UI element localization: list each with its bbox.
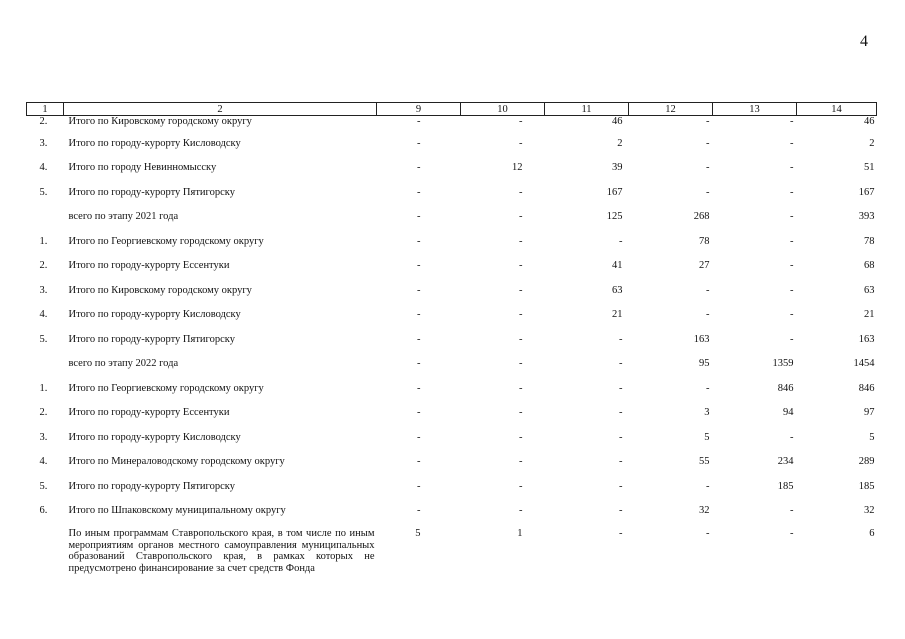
row-label: Итого по городу-курорту Пятигорску [68,333,235,345]
value-cell: - [790,186,794,198]
value-cell: 32 [699,505,710,517]
value-cell: 21 [864,309,875,321]
table-row [27,180,877,205]
value-cell: - [790,333,794,345]
value-cell: - [706,186,710,198]
table-row [27,229,877,254]
row-number [27,523,64,576]
value-cell: 167 [606,186,623,198]
value-cell: 185 [777,480,794,492]
row-label: Итого по городу-курорту Кисловодску [68,431,241,443]
value-cell: - [417,358,421,370]
value-cell: 6 [869,528,875,539]
value-cell: 163 [693,333,710,345]
row-number: 2. [39,260,48,272]
row-number: 3. [39,431,48,443]
value-cell: - [417,284,421,296]
value-cell: - [519,505,523,517]
value-cell: 185 [858,480,875,492]
value-cell: 32 [864,505,875,517]
value-cell: - [619,505,623,517]
value-cell: - [519,116,523,127]
value-cell: - [417,235,421,247]
value-cell: 97 [864,407,875,419]
row-number: 3. [39,284,48,296]
table-row [27,156,877,181]
value-cell: 1454 [853,358,875,370]
value-cell: 3 [704,407,710,419]
row-number: 4. [39,309,48,321]
table-row [27,278,877,303]
value-cell: 12 [512,162,523,174]
value-cell: - [417,333,421,345]
page-number: 4 [860,33,868,50]
table-row [27,116,877,132]
table-row [27,499,877,524]
value-cell: 78 [864,235,875,247]
table-row [27,425,877,450]
value-cell: 5 [415,528,421,539]
value-cell: 68 [864,260,875,272]
row-number: 5. [39,480,48,492]
value-cell: - [417,211,421,223]
value-cell: 63 [864,284,875,296]
value-cell: - [519,186,523,198]
value-cell: - [790,528,794,539]
value-cell: - [790,431,794,443]
value-cell: 94 [783,407,794,419]
value-cell: - [790,309,794,321]
header-cell: 10 [461,103,545,116]
value-cell: - [417,382,421,394]
value-cell: 2 [617,137,623,149]
value-cell: - [519,456,523,468]
value-cell: 846 [777,382,794,394]
value-cell: - [790,260,794,272]
value-cell: 234 [777,456,794,468]
row-label: Итого по Шпаковскому муниципальному округу [68,505,286,517]
value-cell: - [519,284,523,296]
table-row [27,205,877,230]
value-cell: 78 [699,235,710,247]
value-cell: - [706,284,710,296]
table-row [27,401,877,426]
value-cell: 41 [612,260,623,272]
value-cell: 5 [869,431,875,443]
value-cell: - [417,186,421,198]
value-cell: - [417,309,421,321]
row-label: Итого по городу-курорту Ессентуки [68,407,230,419]
row-label: Итого по городу-курорту Пятигорску [68,186,235,198]
value-cell: 5 [704,431,710,443]
value-cell: - [706,382,710,394]
table-row [27,450,877,475]
row-label: всего по этапу 2021 года [68,211,179,223]
value-cell: - [790,284,794,296]
value-cell: 289 [858,456,875,468]
row-label: Итого по городу-курорту Пятигорску [68,480,235,492]
table-row [27,376,877,401]
value-cell: - [619,382,623,394]
value-cell: 55 [699,456,710,468]
row-number: 1. [39,235,48,247]
value-cell: 39 [612,162,623,174]
row-number [27,205,64,230]
value-cell: - [790,116,794,127]
value-cell: - [417,505,421,517]
value-cell: - [519,407,523,419]
header-cell: 11 [545,103,629,116]
value-cell: - [417,260,421,272]
row-number: 1. [39,382,48,394]
row-number: 5. [39,186,48,198]
row-label: Итого по Минераловодскому городскому округу [68,456,285,468]
header-row [27,103,877,116]
table-row [27,523,877,576]
row-label: всего по этапу 2022 года [68,358,179,370]
value-cell: 21 [612,309,623,321]
value-cell: 46 [612,116,623,127]
value-cell: - [790,505,794,517]
row-label: По иным программам Ставропольского края, в том числе по иным мероприятиям органов местного самоуправления муниципальных образований Ставропольского края, в рамках которых не предусмотрено финансирование за счет средств Фонда [68,528,375,574]
value-cell: - [619,407,623,419]
row-number: 3. [39,137,48,149]
value-cell: 393 [858,211,875,223]
header-cell: 1 [27,103,64,116]
row-label: Итого по Георгиевскому городскому округу [68,235,264,247]
value-cell: 163 [858,333,875,345]
header-cell: 13 [713,103,797,116]
value-cell: - [417,137,421,149]
value-cell: 2 [869,137,875,149]
value-cell: - [519,382,523,394]
value-cell: 846 [858,382,875,394]
value-cell: - [519,211,523,223]
value-cell: 95 [699,358,710,370]
row-number: 4. [39,456,48,468]
value-cell: - [619,456,623,468]
table-row [27,254,877,279]
table-row [27,327,877,352]
value-cell: - [417,407,421,419]
value-cell: - [706,309,710,321]
value-cell: 268 [693,211,710,223]
row-label: Итого по Кировскому городскому округу [68,284,252,296]
value-cell: - [519,260,523,272]
row-label: Итого по городу-курорту Ессентуки [68,260,230,272]
row-label: Итого по городу Невинномысску [68,162,217,174]
value-cell: - [706,116,710,127]
value-cell: - [619,235,623,247]
value-cell: - [417,456,421,468]
value-cell: - [790,162,794,174]
row-label: Итого по Кировскому городскому округу [68,116,252,127]
value-cell: - [790,137,794,149]
value-cell: - [519,358,523,370]
header-cell: 2 [64,103,377,116]
value-cell: 167 [858,186,875,198]
value-cell: - [519,431,523,443]
finance-table [26,102,877,576]
row-label: Итого по Георгиевскому городскому округу [68,382,264,394]
value-cell: - [519,137,523,149]
row-number: 2. [39,407,48,419]
value-cell: - [706,480,710,492]
value-cell: 46 [864,116,875,127]
table-row [27,352,877,377]
value-cell: - [619,358,623,370]
value-cell: 1 [517,528,523,539]
row-number: 6. [39,505,48,517]
value-cell: - [417,116,421,127]
value-cell: - [619,333,623,345]
value-cell: - [706,162,710,174]
header-cell: 12 [629,103,713,116]
value-cell: 63 [612,284,623,296]
row-label: Итого по городу-курорту Кисловодску [68,137,241,149]
header-cell: 14 [797,103,877,116]
value-cell: - [619,431,623,443]
value-cell: - [519,333,523,345]
value-cell: - [519,235,523,247]
table-row [27,474,877,499]
table-row [27,131,877,156]
value-cell: - [519,480,523,492]
header-cell: 9 [377,103,461,116]
value-cell: 125 [606,211,623,223]
row-number: 2. [39,116,48,127]
value-cell: - [519,309,523,321]
value-cell: - [706,528,710,539]
table-row [27,303,877,328]
row-number: 4. [39,162,48,174]
value-cell: - [790,211,794,223]
value-cell: - [619,528,623,539]
value-cell: - [417,431,421,443]
row-number: 5. [39,333,48,345]
value-cell: 51 [864,162,875,174]
value-cell: - [417,480,421,492]
row-label: Итого по городу-курорту Кисловодску [68,309,241,321]
value-cell: - [790,235,794,247]
value-cell: - [706,137,710,149]
row-number [27,352,64,377]
value-cell: 1359 [772,358,794,370]
value-cell: - [417,162,421,174]
value-cell: - [619,480,623,492]
value-cell: 27 [699,260,710,272]
